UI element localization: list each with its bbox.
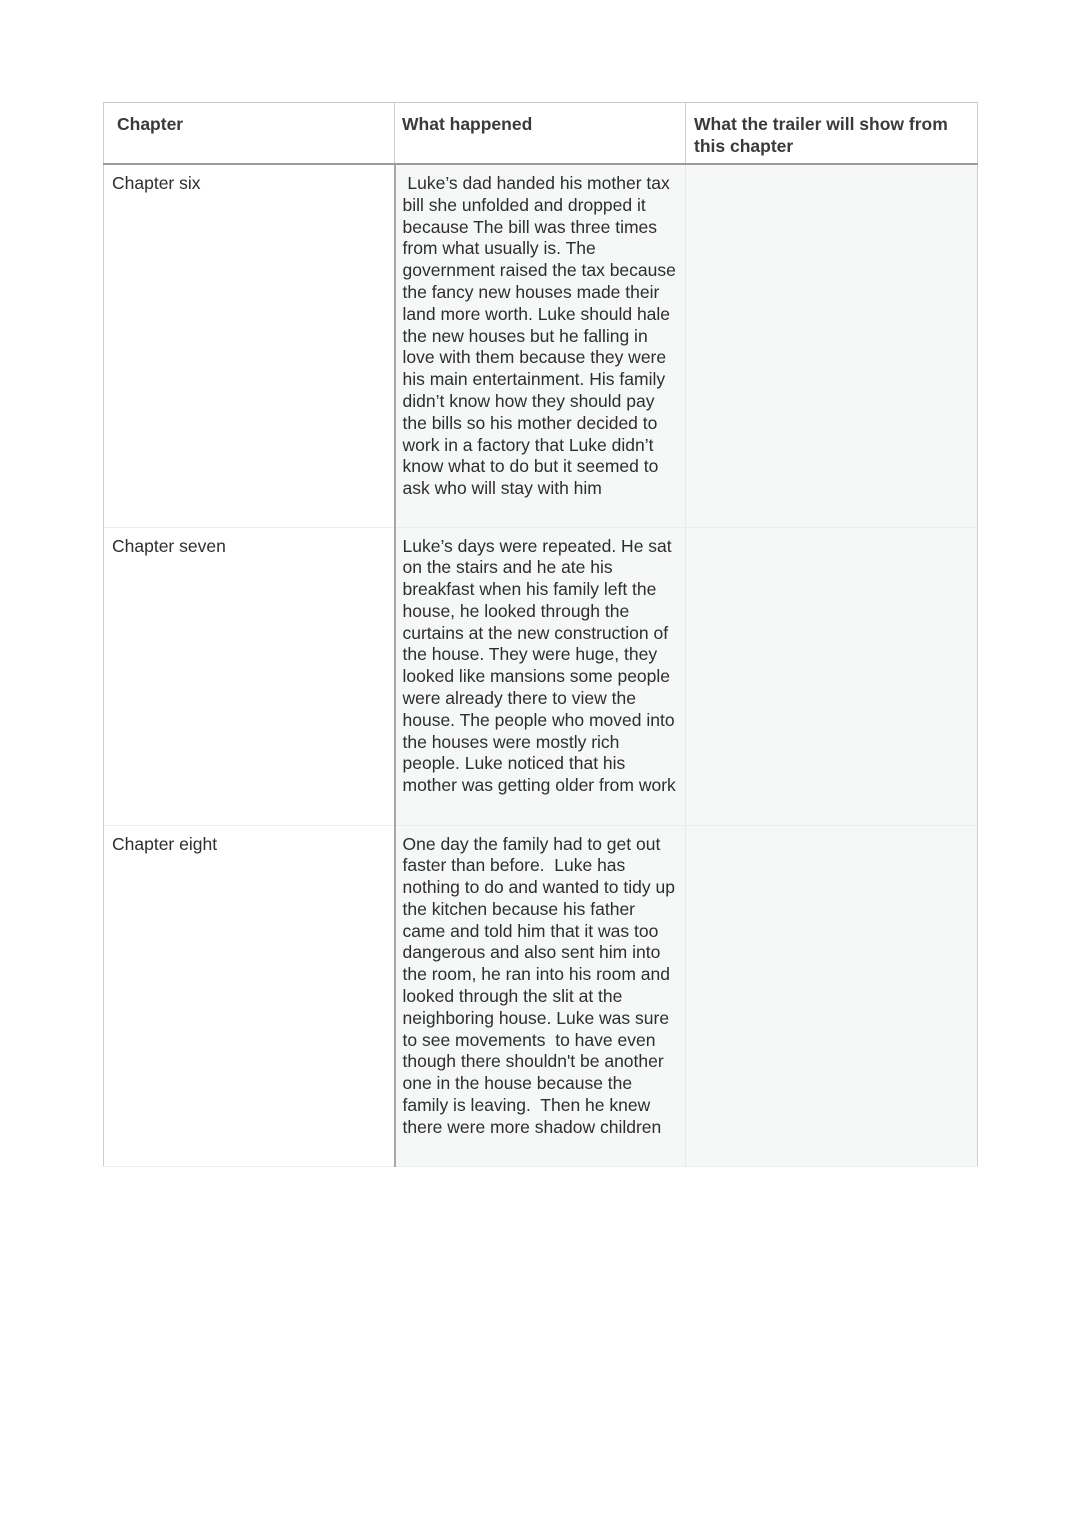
what-happened-cell: Luke’s days were repeated. He sat on the stairs and he ate his breakfast when his family left the house, he looked through the curtains at the new construction of the house. They were huge, they looked like mansions some people were already there to view the house. The people who moved into the houses were mostly rich people. Luke noticed that his mother was getting older from work (395, 527, 686, 825)
what-happened-cell: Luke’s dad handed his mother tax bill she unfolded and dropped it because The bill was three times from what usually is. The government raised the tax because the fancy new houses made their land more worth. Luke should hale the new houses but he falling in love with them because they were his main entertainment. His family didn’t know how they should pay the bills so his mother decided to work in a factory that Luke didn’t know what to do but it seemed to ask who will stay with him (395, 164, 686, 527)
chapter-cell: Chapter eight (104, 825, 395, 1166)
table-row (104, 164, 978, 527)
chapter-cell: Chapter seven (104, 527, 395, 825)
header-row (104, 103, 978, 165)
trailer-cell (686, 527, 978, 825)
table-row (104, 825, 978, 1166)
trailer-cell (686, 164, 978, 527)
trailer-cell (686, 825, 978, 1166)
header-what-happened: What happened (395, 103, 686, 165)
chapter-cell: Chapter six (104, 164, 395, 527)
chapter-summary-table (103, 102, 978, 1167)
header-trailer: What the trailer will show from this chapter (686, 103, 978, 165)
table-row (104, 527, 978, 825)
header-chapter: Chapter (104, 103, 395, 165)
what-happened-cell: One day the family had to get out faster than before. Luke has nothing to do and wanted to tidy up the kitchen because his father came and told him that it was too dangerous and also sent him into the room, he ran into his room and looked through the slit at the neighboring house. Luke was sure to see movements to have even though there shouldn't be another one in the house because the family is leaving. Then he knew there were more shadow children (395, 825, 686, 1166)
